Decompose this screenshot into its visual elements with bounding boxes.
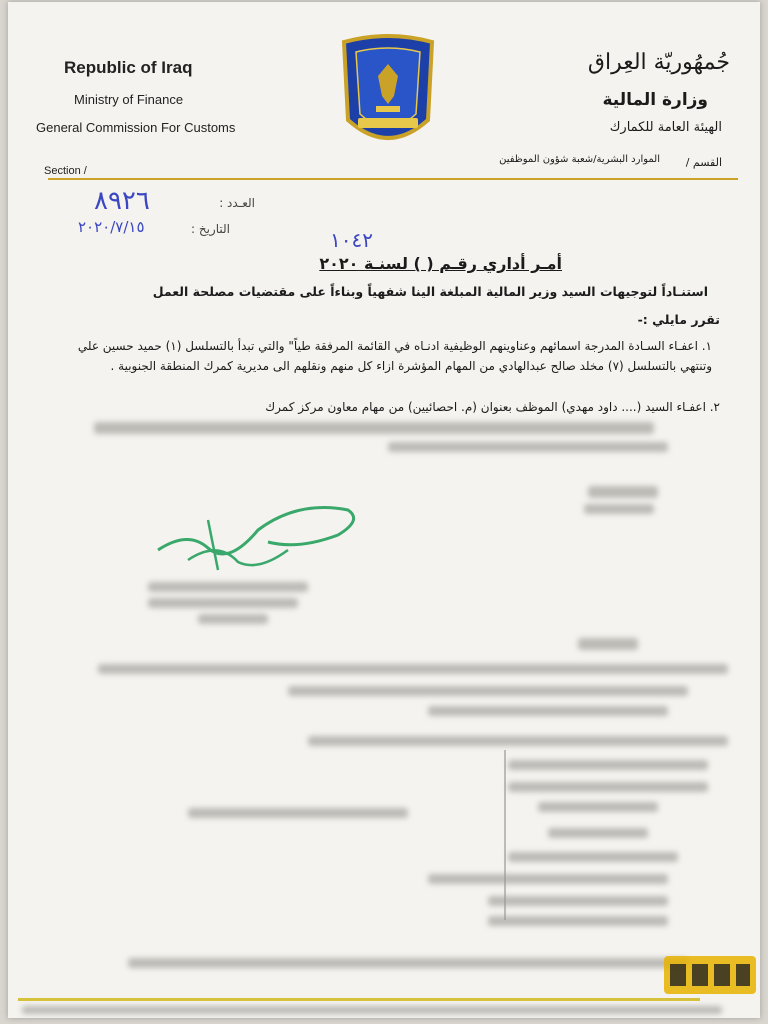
redacted-line [148,598,298,608]
order-intro: استنـاداً لتوجيهات السيد وزير المالية المبلغة الينا شفهياً وبناءاً على مقتضيات مصلحة العمل [152,284,708,299]
redacted-line [94,422,654,434]
number-handwritten: ٨٩٢٦ [94,186,150,216]
signature-icon [148,490,368,580]
section-label-en: Section / [44,165,87,177]
header-commission-ar: الهيئة العامة للكمارك [609,120,722,135]
redacted-line [428,706,668,716]
department-name: الموارد البشرية/شعبة شؤون الموظفين [499,154,660,165]
redacted-line [488,896,668,906]
redacted-line [198,614,268,624]
redacted-line [128,958,688,968]
header-ministry-en: Ministry of Finance [74,92,184,107]
redacted-line [98,664,728,674]
date-handwritten: ٢٠٢٠/٧/١٥ [78,218,145,236]
header-commission-en: General Commission For Customs [36,120,236,135]
header-ministry-ar: وزارة المالية [602,90,708,110]
redacted-line [428,874,668,884]
document-page [8,2,760,1018]
redacted-line [508,760,708,770]
customs-emblem-icon [336,34,440,154]
redacted-line [288,686,688,696]
number-label: العـدد : [219,196,255,210]
header-country-ar: جُمهُوريّة العِراق [587,50,730,75]
redacted-footer [22,1006,722,1014]
redacted-line [508,852,678,862]
section-label-ar: القسم / [685,156,722,169]
footer-divider [18,998,700,1001]
redacted-line [508,782,708,792]
order-title: أمـر أداري رقـم ( ) لسنـة ٢٠٢٠ [319,254,562,273]
list-bracket [504,750,506,920]
order-decision: تقرر مايلي :- [637,312,720,327]
redacted-line [148,582,308,592]
redacted-line [388,442,668,452]
order-item-2: ٢. اعفـاء السيد (.... داود مهدي) الموظف بعنوان (م. احصائيين) من مهام معاون مركز كمرك [265,400,720,414]
redacted-line [548,828,648,838]
order-number-handwritten: ١٠٤٢ [330,228,373,252]
redacted-line [488,916,668,926]
date-label: التاريخ : [190,222,230,236]
redacted-line [538,802,658,812]
redacted-line [584,504,654,514]
header-divider [48,178,738,180]
order-item-1: ١. اعفـاء السـادة المدرجة اسمائهم وعناوينهم الوظيفية ادنـاه في القائمة المرفقة طياً" والتي تبدأ بالتسلسل (١) حميد حسين علي وتنتهي بالتسلسل (٧) مخلد صالح عبدالهادي من المهام المؤشرة ازاء كل منهم ونقلهم الى مديرية كمرك المنطقة الجنوبية . [77,339,712,373]
watermark-logo-icon [660,946,760,998]
redacted-line [578,638,638,650]
redacted-line [308,736,728,746]
redacted-line [188,808,408,818]
redacted-line [588,486,658,498]
header-country-en: Republic of Iraq [64,58,193,77]
